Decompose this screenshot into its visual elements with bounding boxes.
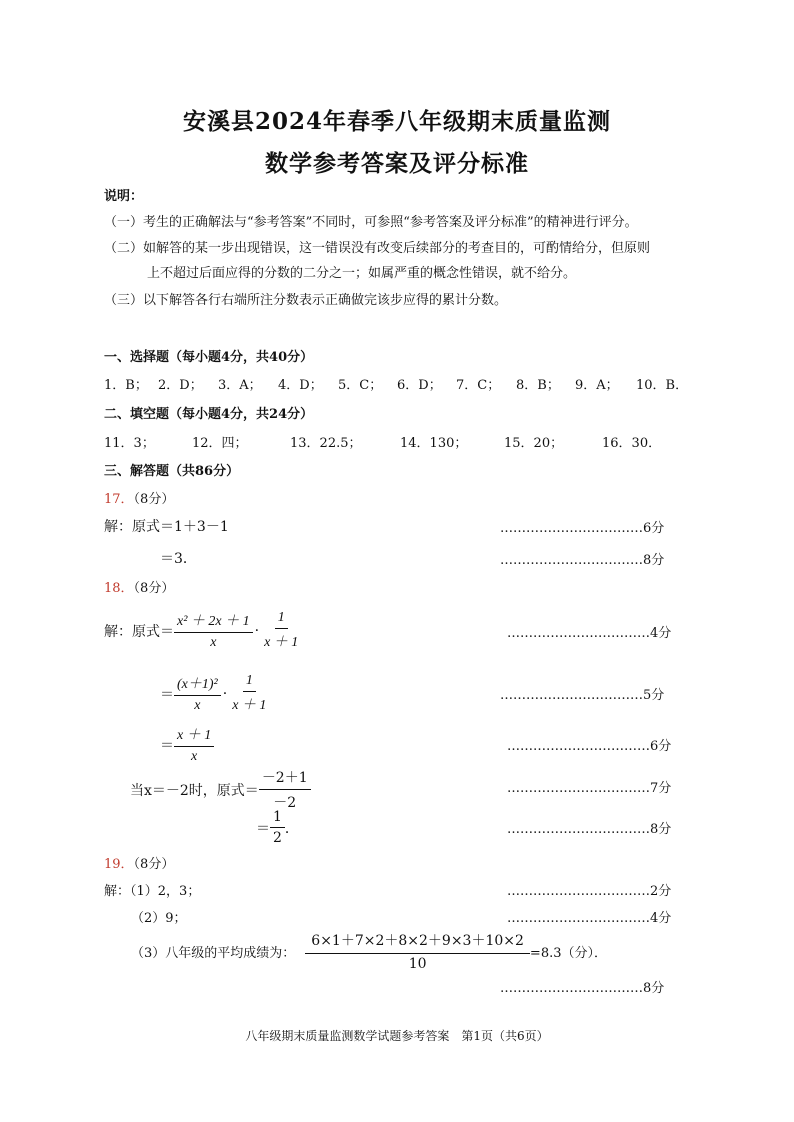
q19-line3 — [131, 930, 607, 972]
q18-number: 18． — [104, 581, 134, 596]
q18-step5-frac — [270, 809, 285, 846]
q19-line3-den: 10 — [408, 956, 427, 972]
q18-step4-den: －2 — [273, 795, 297, 811]
answer-2: 2．D； — [158, 378, 203, 393]
q19-line3-suffix: =8.3（分）． — [529, 945, 607, 961]
q18-step1: 解：原式＝ $\frac{\text{x² ＋ 2x ＋ 1}}{x}$ · $\frac{1}{x + 1}$ — [104, 610, 301, 651]
answer-8: 8．B； — [516, 378, 560, 393]
answer-7: 7．C； — [456, 378, 501, 393]
answer-3: 3．A； — [218, 378, 262, 393]
section1-heading: 一、选择题（每小题4分，共40分） — [104, 350, 314, 365]
q18-step1-frac2 — [261, 610, 301, 651]
q18-prefix: 解：原式＝ — [104, 623, 174, 640]
q18-score-5: ……………………………8分 — [507, 822, 672, 837]
q18-step1-den1: x — [210, 635, 217, 650]
q18-step2-frac2 — [229, 673, 269, 714]
answer-10: 10．B． — [636, 378, 689, 393]
q19-line3-num: 6×1＋7×2＋8×2＋9×3＋10×2 — [305, 930, 530, 954]
q19-line2: （2）9； — [131, 911, 187, 926]
q18-step3-num: x ＋ 1 — [174, 724, 214, 747]
q17-score-1: ……………………………6分 — [500, 521, 665, 536]
answer-14: 14．130； — [400, 436, 468, 451]
q19-score-2: ……………………………4分 — [507, 911, 672, 926]
answer-16: 16．30． — [602, 436, 662, 451]
page-title: 安溪县2024年春季八年级期末质量监测 — [182, 108, 611, 135]
q18-step2-frac1 — [174, 673, 221, 714]
q17-expr: 1＋3－1 — [174, 519, 229, 535]
q17-line1 — [104, 516, 229, 536]
q18-step3-frac — [174, 724, 214, 765]
q18-score-1: ……………………………4分 — [507, 626, 672, 641]
q18-points: （8分） — [133, 581, 175, 596]
note-item-2: （二）如解答的某一步出现错误，这一错误没有改变后续部分的考查目的，可酌情给分，但原则 — [104, 241, 651, 256]
q19-score-1: ……………………………2分 — [507, 884, 672, 899]
q18-step5-den: 2 — [273, 830, 282, 846]
q17-header — [104, 488, 174, 507]
q18-step1-num2: 1 — [275, 610, 288, 629]
q18-step1-frac1 — [174, 610, 253, 651]
q19-points: （8分） — [133, 857, 175, 872]
q18-header — [104, 577, 174, 596]
q19-line1: 解：（1）2，3； — [104, 884, 201, 899]
q18-score-3: ……………………………6分 — [507, 739, 672, 754]
q18-step2-num2: 1 — [243, 673, 256, 692]
answer-11: 11．3； — [104, 436, 155, 451]
q18-step2: ＝ $\frac{\text{(x＋1)²}}{x}$ · $\frac{1}{x + 1}$ — [160, 673, 269, 714]
section3-heading: 三、解答题（共86分） — [104, 464, 240, 479]
q19-score-3: ……………………………8分 — [500, 981, 665, 996]
notes-heading: 说明： — [104, 189, 144, 204]
q18-step3: ＝ $\frac{x + 1}{x}$ — [160, 724, 214, 765]
q18-score-4: ……………………………7分 — [507, 781, 672, 796]
q18-step4-num: －2＋1 — [259, 767, 311, 790]
answer-1: 1．B； — [104, 378, 148, 393]
q18-step4-prefix: 当x＝－2时，原式＝ — [130, 782, 259, 799]
note-item-3: （三）以下解答各行右端所注分数表示正确做完该步应得的累计分数。 — [104, 293, 508, 308]
q18-step1-num1: x² ＋ 2x ＋ 1 — [174, 610, 253, 633]
q17-points: （8分） — [133, 492, 175, 507]
q18-step4-frac — [259, 767, 311, 812]
answer-6: 6．D； — [397, 378, 442, 393]
q19-line3-prefix: （3）八年级的平均成绩为： — [131, 945, 296, 961]
note-item-2-cont: 上不超过后面应得的分数的二分之一；如属严重的概念性错误，就不给分。 — [147, 266, 577, 281]
answer-13: 13．22.5； — [290, 436, 362, 451]
section2-heading: 二、填空题（每小题4分，共24分） — [104, 407, 314, 422]
q18-step5-num: 1 — [270, 809, 285, 828]
q17-prefix: 解：原式＝ — [104, 519, 174, 535]
q18-step1-den2: x ＋ 1 — [264, 635, 299, 650]
note-item-1: （一）考生的正确解法与“参考答案”不同时，可参照“参考答案及评分标准”的精神进行评分。 — [104, 215, 638, 230]
answer-12: 12．四； — [192, 436, 248, 451]
q17-score-2: ……………………………8分 — [500, 553, 665, 568]
q17-number: 17． — [104, 492, 134, 507]
q19-number: 19． — [104, 857, 134, 872]
page-footer: 八年级期末质量监测数学试题参考答案 第1页（共6页） — [245, 1029, 549, 1043]
q18-step3-den: x — [191, 749, 198, 764]
q17-line2: ＝3． — [160, 551, 197, 567]
q18-step2-den1: x — [194, 698, 201, 713]
q18-step5: ＝ $\frac{1}{2}$ ． — [256, 809, 299, 846]
page-subtitle: 数学参考答案及评分标准 — [265, 150, 529, 177]
q19-line3-frac — [305, 930, 530, 972]
answer-5: 5．C； — [338, 378, 383, 393]
q18-step2-num1: (x＋1)² — [174, 673, 221, 696]
q18-step2-den2: x ＋ 1 — [232, 698, 267, 713]
q18-step4 — [130, 767, 311, 812]
q19-header — [104, 853, 174, 872]
answer-9: 9．A； — [575, 378, 619, 393]
answer-4: 4．D； — [278, 378, 323, 393]
q18-score-2: ……………………………5分 — [500, 688, 665, 703]
answer-15: 15．20； — [504, 436, 564, 451]
